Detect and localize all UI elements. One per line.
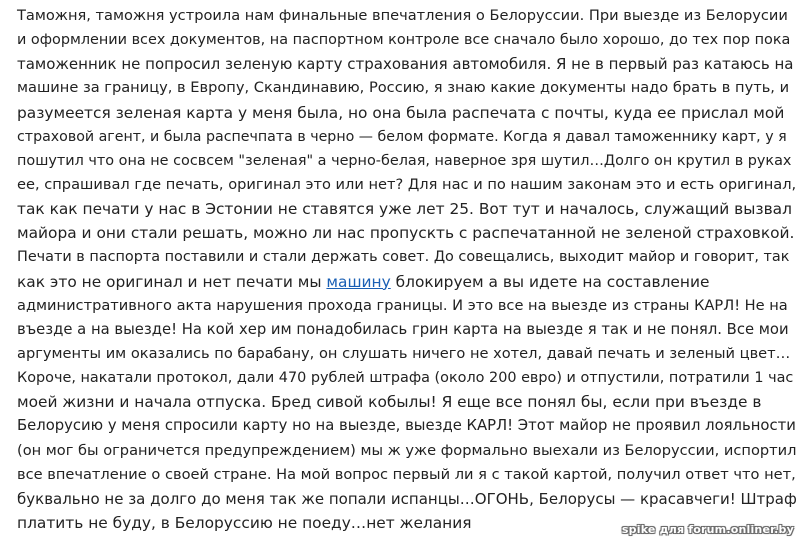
- post-line: Белорусию у меня спросили карту но на выезде, выезде КАРЛ! Этот майор не проявил лояльности: [17, 417, 796, 435]
- post-line: таможенник не попросил зеленую карту страхования автомобиля. Я не в первый раз катаюсь на: [17, 55, 794, 74]
- post-line: въезде а на выезде! На кой хер им понадобилась грин карта на выезде я так и не понял. Все мои: [17, 320, 789, 338]
- post-line: все впечатление о своей стране. На мой вопрос первый ли я с такой картой, получил ответ что нет,: [17, 465, 796, 483]
- post-line-with-link: [17, 270, 797, 294]
- post-line: административного акта нарушения прохода границы. И это все на выезде из страны КАРЛ! Не на: [17, 296, 788, 314]
- post-line: моей жизни и начала отпуска. Бред сивой кобылы! Я еще все понял бы, если при въезде в: [17, 393, 762, 412]
- post-line: пошутил что она не сосвсем "зеленая" а черно-белая, наверное зря шутил…Долго он крутил в руках: [17, 152, 792, 169]
- post-line-segment: как это не оригинал и нет печати мы: [17, 272, 327, 291]
- post-line-segment: блокируем а вы идете на составление: [390, 272, 710, 291]
- post-line: ее, спрашивал где печать, оригинал это или нет? Для нас и по нашим законам это и есть оригинал,: [17, 175, 797, 193]
- post-line: машине за границу, в Европу, Скандинавию, Россию, я знаю какие документы надо брать в путь, и: [17, 79, 790, 97]
- post-line: платить не буду, в Белоруссию не поеду…нет желания: [17, 513, 472, 532]
- post-line: страховой агент, и была распечпата в черно — белом формате. Когда я давал таможеннику карт, у я: [17, 128, 787, 145]
- post-line: буквально не за долго до меня так же попали испанцы…ОГОНЬ, Белорусы — красавчеги! Штраф: [17, 489, 797, 508]
- post-line: Таможня, таможня устроила нам финальные впечатления о Белоруссии. При выезде из Белорусии: [17, 7, 788, 24]
- post-line: аргументы им оказались по барабану, он слушать ничего не хотел, давай печать и зеленый цвет…: [17, 344, 791, 362]
- post-line: так как печати у нас в Эстонии не ставятся уже лет 25. Вот тут и началось, служащий вызвал: [17, 200, 792, 219]
- post-line: Печати в паспорта поставили и стали держать совет. До совещались, выходит майор и говорит, так: [17, 249, 790, 266]
- post-line: Короче, накатали протокол, дали 470 рублей штрафа (около 200 евро) и отпустили, потратили 1 час: [17, 370, 794, 387]
- post-body: [17, 4, 797, 535]
- post-line: (он мог бы ограничется предупреждением) мы ж уже формально выехали из Белоруссии, испортил: [17, 441, 797, 459]
- post-line: разумеется зеленая карта у меня была, но она была распечата с почты, куда ее прислал мой: [17, 103, 785, 122]
- car-link[interactable]: машину: [326, 272, 391, 291]
- post-line: и оформлении всех документов, на паспортном контроле все сначало было хорошо, до тех пор пока: [17, 32, 791, 49]
- watermark: spike для forum.onliner.by: [621, 523, 794, 536]
- post-line: майора и они стали решать, можно ли нас пропускть с распечатанной не зеленой страховкой.: [17, 224, 795, 243]
